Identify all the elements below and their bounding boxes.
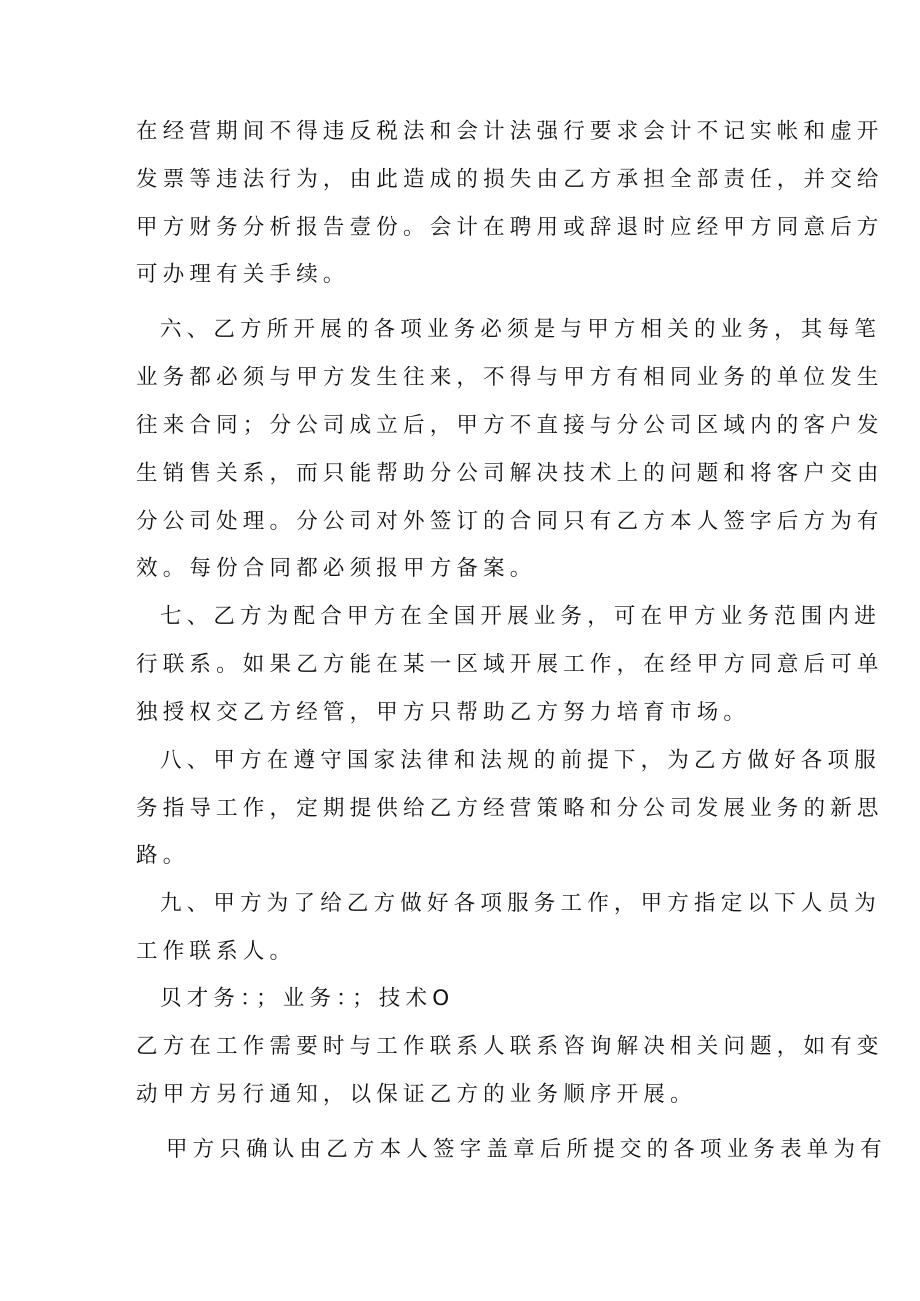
paragraph-last-first-line: 甲方只确认由乙方本人签字盖章后所提交的各项业务表单为有 (166, 1137, 887, 1162)
text-line: 生销售关系，而只能帮助分公司解决技术上的问题和将客户交由 (136, 461, 884, 486)
text-line: 行联系。如果乙方能在某一区域开展工作，在经甲方同意后可单 (136, 652, 884, 677)
text-line: 效。每份合同都必须报甲方备案。 (136, 556, 537, 581)
paragraph-7-first-line: 七、乙方为配合甲方在全国开展业务，可在甲方业务范围内进 (160, 604, 881, 629)
text-line: 务指导工作，定期提供给乙方经营策略和分公司发展业务的新思 (136, 796, 884, 821)
paragraph-9-first-line: 九、甲方为了给乙方做好各项服务工作，甲方指定以下人员为 (160, 891, 881, 916)
text-line: 分公司处理。分公司对外签订的合同只有乙方本人签字后方为有 (136, 509, 884, 534)
text-line: 路。 (136, 843, 190, 868)
paragraph-8-first-line: 八、甲方在遵守国家法律和法规的前提下，为乙方做好各项服 (160, 748, 881, 773)
text-line: 独授权交乙方经管，甲方只帮助乙方努力培育市场。 (136, 700, 751, 725)
text-line: 在经营期间不得违反税法和会计法强行要求会计不记实帐和虚开 (136, 119, 884, 144)
text-line: 乙方在工作需要时与工作联系人联系咨询解决相关问题，如有变 (136, 1034, 884, 1059)
text-line: 可办理有关手续。 (136, 262, 350, 287)
text-line: 工作联系人。 (136, 939, 297, 964)
text-line: 动甲方另行通知，以保证乙方的业务顺序开展。 (136, 1082, 697, 1107)
text-line: 发票等违法行为，由此造成的损失由乙方承担全部责任，并交给 (136, 167, 884, 192)
text-line: 业务都必须与甲方发生往来，不得与甲方有相同业务的单位发生 (136, 365, 884, 390)
contacts-line: 贝才务：；业务：；技术O (160, 986, 455, 1011)
text-line: 甲方财务分析报告壹份。会计在聘用或辞退时应经甲方同意后方 (136, 215, 884, 240)
text-line: 往来合同；分公司成立后，甲方不直接与分公司区域内的客户发 (136, 413, 884, 438)
paragraph-6-first-line: 六、乙方所开展的各项业务必须是与甲方相关的业务，其每笔 (160, 317, 881, 342)
